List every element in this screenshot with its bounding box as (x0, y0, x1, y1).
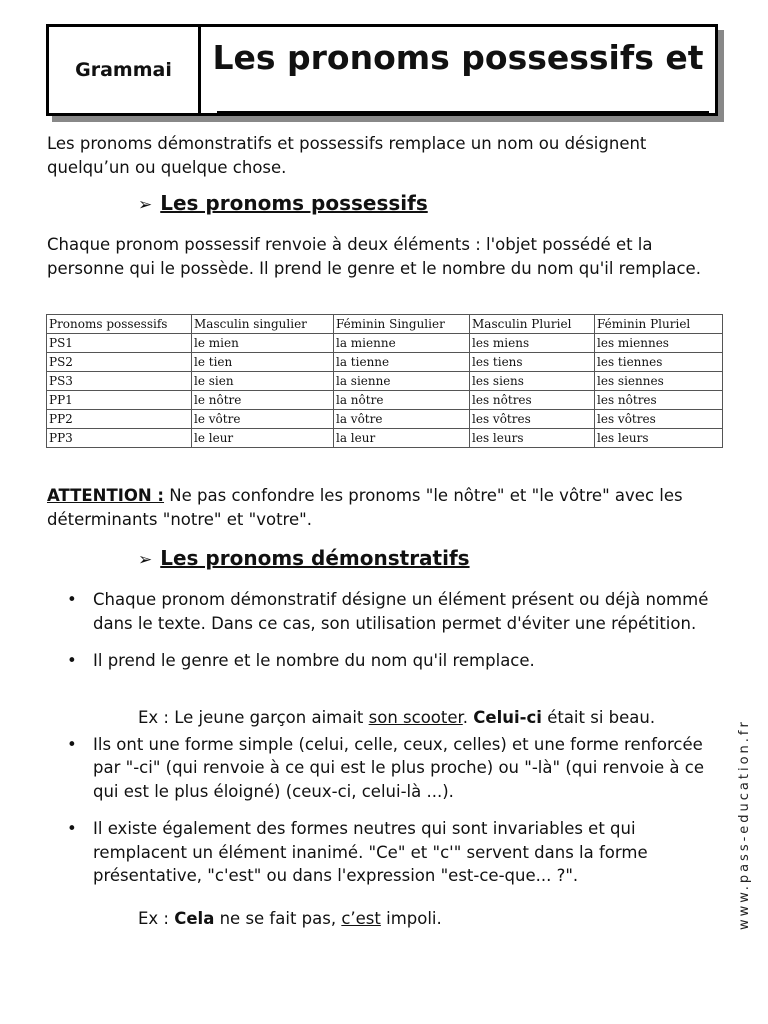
title-underline (217, 111, 709, 113)
table-cell: PS1 (47, 334, 192, 353)
list-item (47, 817, 717, 888)
table-header-cell: Masculin Pluriel (470, 315, 595, 334)
example-bold: Cela (174, 909, 215, 928)
arrow-icon: ➢ (138, 195, 153, 215)
title-box (46, 24, 718, 116)
table-cell: la vôtre (334, 410, 470, 429)
table-header-row (47, 315, 723, 334)
table-cell: les leurs (595, 429, 723, 448)
list-item-text: Ils ont une forme simple (celui, celle, ceux, celles) et une forme renforcée par "-ci" (qui renvoie à ce qui est le plus proche) ou "-là" (qui renvoie à ce qui est le plus éloigné) (ceux-ci, celui-là ...). (93, 734, 704, 801)
table-header-cell: Féminin Pluriel (595, 315, 723, 334)
bullet-icon: • (67, 651, 77, 670)
example-underlined: son scooter (368, 708, 463, 727)
table-cell: les nôtres (470, 391, 595, 410)
bullet-icon: • (67, 734, 77, 754)
table-cell: la sienne (334, 372, 470, 391)
section-label: Les pronoms démonstratifs (160, 546, 470, 570)
example-text: Ex : Le jeune garçon aimait (138, 708, 369, 727)
example-text: . (462, 708, 474, 727)
table-row (47, 391, 723, 410)
table-header-cell: Masculin singulier (192, 315, 334, 334)
table-cell: PP1 (47, 391, 192, 410)
table-cell: les vôtres (595, 410, 723, 429)
table-cell: la leur (334, 429, 470, 448)
table-cell: les siens (470, 372, 595, 391)
attention-text: Ne pas confondre les pronoms "le nôtre" et "le vôtre" avec les déterminants "notre" et "votre". (47, 486, 683, 529)
attention-note (47, 484, 737, 532)
section-title-possessifs (138, 191, 428, 215)
table-cell: le tien (192, 353, 334, 372)
website-watermark: www.pass-education.fr (737, 719, 752, 930)
table-cell: PS3 (47, 372, 192, 391)
table-cell: le mien (192, 334, 334, 353)
table-header-cell: Pronoms possessifs (47, 315, 192, 334)
section-title-demonstratifs (138, 546, 470, 570)
bullet-icon: • (67, 590, 77, 609)
page-title: Les pronoms possessifs et (212, 38, 704, 77)
bullet-icon: • (67, 819, 77, 838)
table-row (47, 353, 723, 372)
table-row (47, 372, 723, 391)
example-text: ne se fait pas, (214, 909, 342, 928)
example-bold: Celui-ci (473, 708, 542, 727)
example-text: était si beau. (541, 708, 656, 727)
table-cell: PP3 (47, 429, 192, 448)
intro-paragraph: Les pronoms démonstratifs et possessifs remplace un nom ou désignent quelqu’un ou quelque chose. (47, 134, 647, 177)
list-item-text: Chaque pronom démonstratif désigne un élément présent ou déjà nommé dans le texte. Dans ce cas, son utilisation permet d'éviter une répétition. (93, 590, 709, 633)
table-cell: la tienne (334, 353, 470, 372)
table-row (47, 334, 723, 353)
table-cell: les miens (470, 334, 595, 353)
table-cell: PP2 (47, 410, 192, 429)
example-text: Ex : (138, 909, 175, 928)
table-cell: les nôtres (595, 391, 723, 410)
table-row (47, 429, 723, 448)
table-cell: le nôtre (192, 391, 334, 410)
table-cell: les leurs (470, 429, 595, 448)
table-cell: les miennes (595, 334, 723, 353)
example-sentence-1 (138, 708, 655, 727)
arrow-icon: ➢ (138, 550, 153, 570)
table-cell: les tiens (470, 353, 595, 372)
table-cell: PS2 (47, 353, 192, 372)
demonstratifs-list (47, 588, 717, 888)
table-cell: la nôtre (334, 391, 470, 410)
table-row (47, 410, 723, 429)
possessifs-description: Chaque pronom possessif renvoie à deux éléments : l'objet possédé et la personne qui le possède. Il prend le genre et le nombre du nom qu'il remplace. (47, 235, 701, 278)
table-cell: le sien (192, 372, 334, 391)
table-cell: le leur (192, 429, 334, 448)
table-cell: le vôtre (192, 410, 334, 429)
list-item (47, 588, 717, 635)
list-item-text: Il prend le genre et le nombre du nom qu'il remplace. (93, 651, 535, 670)
list-item (47, 733, 717, 804)
table-cell: les tiennes (595, 353, 723, 372)
table-cell: la mienne (334, 334, 470, 353)
section-label: Les pronoms possessifs (160, 191, 428, 215)
attention-label: ATTENTION : (47, 486, 165, 505)
list-item (47, 649, 717, 673)
example-text: impoli. (380, 909, 442, 928)
example-sentence-2 (138, 909, 442, 928)
table-cell: les siennes (595, 372, 723, 391)
possessive-pronoun-table (46, 314, 723, 448)
list-item-text: Il existe également des formes neutres qui sont invariables et qui remplacent un élément inanimé. "Ce" et "c'" servent dans la forme présentative, "c'est" ou dans l'expression "est-ce-que... ?". (93, 819, 648, 885)
subject-label: Grammai (49, 27, 201, 113)
table-header-cell: Féminin Singulier (334, 315, 470, 334)
example-underlined: c’est (341, 909, 381, 928)
table-cell: les vôtres (470, 410, 595, 429)
